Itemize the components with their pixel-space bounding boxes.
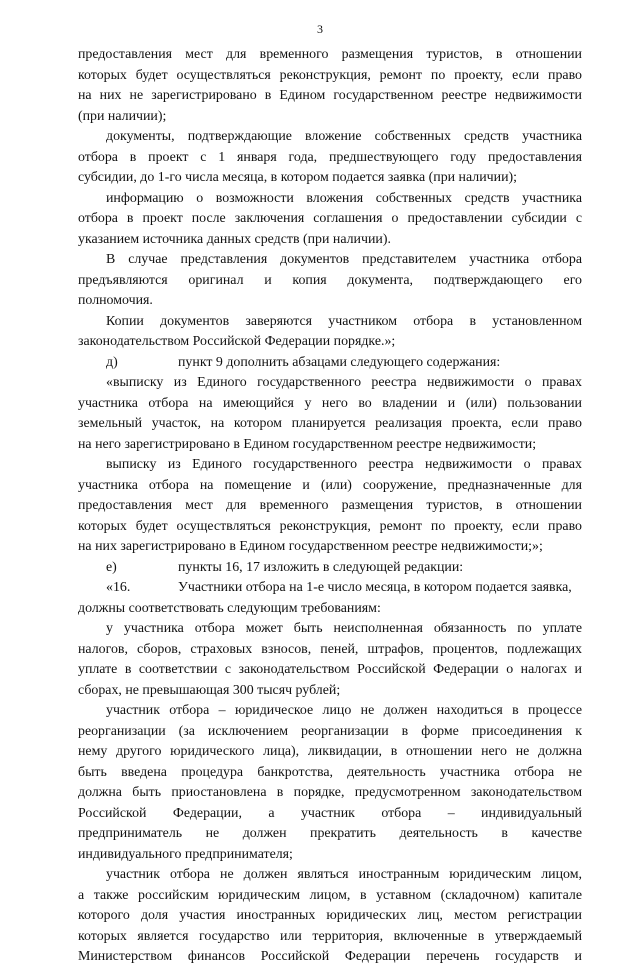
clause-16-text: Участники отбора на 1-е число месяца, в котором подается заявка, (178, 580, 572, 595)
text-line: которых будет осуществляться реконструкция, ремонт по проекту, если право (78, 518, 582, 534)
text-line: которых является государство или территория, включенные в утверждаемый (78, 928, 582, 944)
text-line: В случае представления документов представителем участника отбора (106, 252, 582, 267)
text-line: предприниматель не должен прекратить деятельность в качестве (78, 826, 582, 841)
text-line: субсидии, до 1-го числа месяца, в котором подается заявка (при наличии); (78, 170, 517, 185)
text-line: должны соответствовать следующим требованиям: (78, 600, 381, 616)
text-line: на них зарегистрировано в Едином государственном реестре недвижимости;»; (78, 539, 543, 554)
clause-16-line (78, 578, 582, 599)
text-line: выписку из Единого государственного реестра недвижимости о правах (106, 457, 582, 472)
subitem-marker-e: е) (106, 559, 117, 575)
text-line: отбора в проект с 1 января года, предшествующего году предоставления (78, 149, 582, 165)
text-line: предоставления мест для временного размещения туристов, в отношении (78, 498, 582, 513)
subitem-text-d: пункт 9 дополнить абзацами следующего содержания: (178, 354, 501, 370)
text-line: «выписку из Единого государственного реестра недвижимости о правах (106, 375, 582, 390)
text-line: документы, подтверждающие вложение собственных средств участника (106, 129, 582, 144)
text-line: участник отбора не должен являться иностранным юридическим лицом, (106, 867, 582, 882)
text-line: которых будет осуществляться реконструкция, ремонт по проекту, если право (78, 67, 582, 83)
text-line: отбора в проект после заключения соглашения о предоставлении субсидии с (78, 211, 582, 226)
text-line: предъявляются оригинал и копия документа, подтверждающего его (78, 272, 582, 288)
text-line: участник отбора – юридическое лицо не должен находиться в процессе (106, 703, 582, 718)
text-line: нему другого юридического лица), ликвидации, в отношении него не должна (78, 744, 582, 759)
text-line: Министерством финансов Российской Федерации перечень государств и (78, 949, 582, 964)
text-line: должна быть приостановлена в порядке, предусмотренном законодательством (78, 785, 582, 800)
text-line: быть введена процедура банкротства, деятельность участника отбора не (78, 764, 582, 780)
text-line: Копии документов заверяются участником отбора в установленном (106, 313, 582, 329)
subitem-text-e: пункты 16, 17 изложить в следующей редакции: (178, 559, 464, 575)
text-line: указанием источника данных средств (при наличии). (78, 231, 391, 247)
text-line: уплате в соответствии с законодательством Российской Федерации о налогах и (78, 662, 582, 677)
text-line: земельный участок, на котором планируется реализация проекта, если право (78, 416, 582, 431)
text-line: налогов, сборов, страховых взносов, пеней, штрафов, процентов, подлежащих (78, 641, 582, 657)
document-body (78, 45, 582, 968)
text-line: на них не зарегистрировано в Едином государственном реестре недвижимости (78, 88, 582, 103)
text-line: на него зарегистрировано в Едином государственном реестре недвижимости; (78, 436, 537, 452)
text-line: индивидуального предпринимателя; (78, 846, 293, 862)
text-line: Российской Федерации, а участник отбора – индивидуальный (78, 805, 582, 821)
subitem-line-d (78, 353, 582, 374)
text-line: сборах, не превышающая 300 тысяч рублей; (78, 682, 341, 698)
text-line: информацию о возможности вложения собственных средств участника (106, 190, 582, 206)
text-line: законодательством Российской Федерации порядке.»; (78, 334, 396, 349)
page-number: 3 (317, 22, 323, 36)
text-line: у участника отбора может быть неисполненная обязанность по уплате (106, 621, 582, 636)
text-line: предоставления мест для временного размещения туристов, в отношении (78, 47, 582, 62)
text-line: (при наличии); (78, 108, 167, 124)
subitem-marker-d: д) (106, 354, 118, 370)
clause-16-marker: «16. (106, 580, 131, 595)
text-line: полномочия. (78, 293, 153, 308)
text-line: участника отбора на помещение и (или) сооружение, предназначенные для (78, 477, 582, 493)
text-line: а также российским юридическим лицом, в уставном (складочном) капитале (78, 887, 582, 903)
text-line: реорганизации (за исключением реорганизации в форме присоединения к (78, 723, 582, 739)
text-line: участника отбора на имеющийся у него во владении и (или) пользовании (78, 395, 582, 411)
text-line: которого доля участия иностранных юридических лиц, местом регистрации (78, 908, 582, 923)
subitem-line-e (78, 558, 582, 579)
